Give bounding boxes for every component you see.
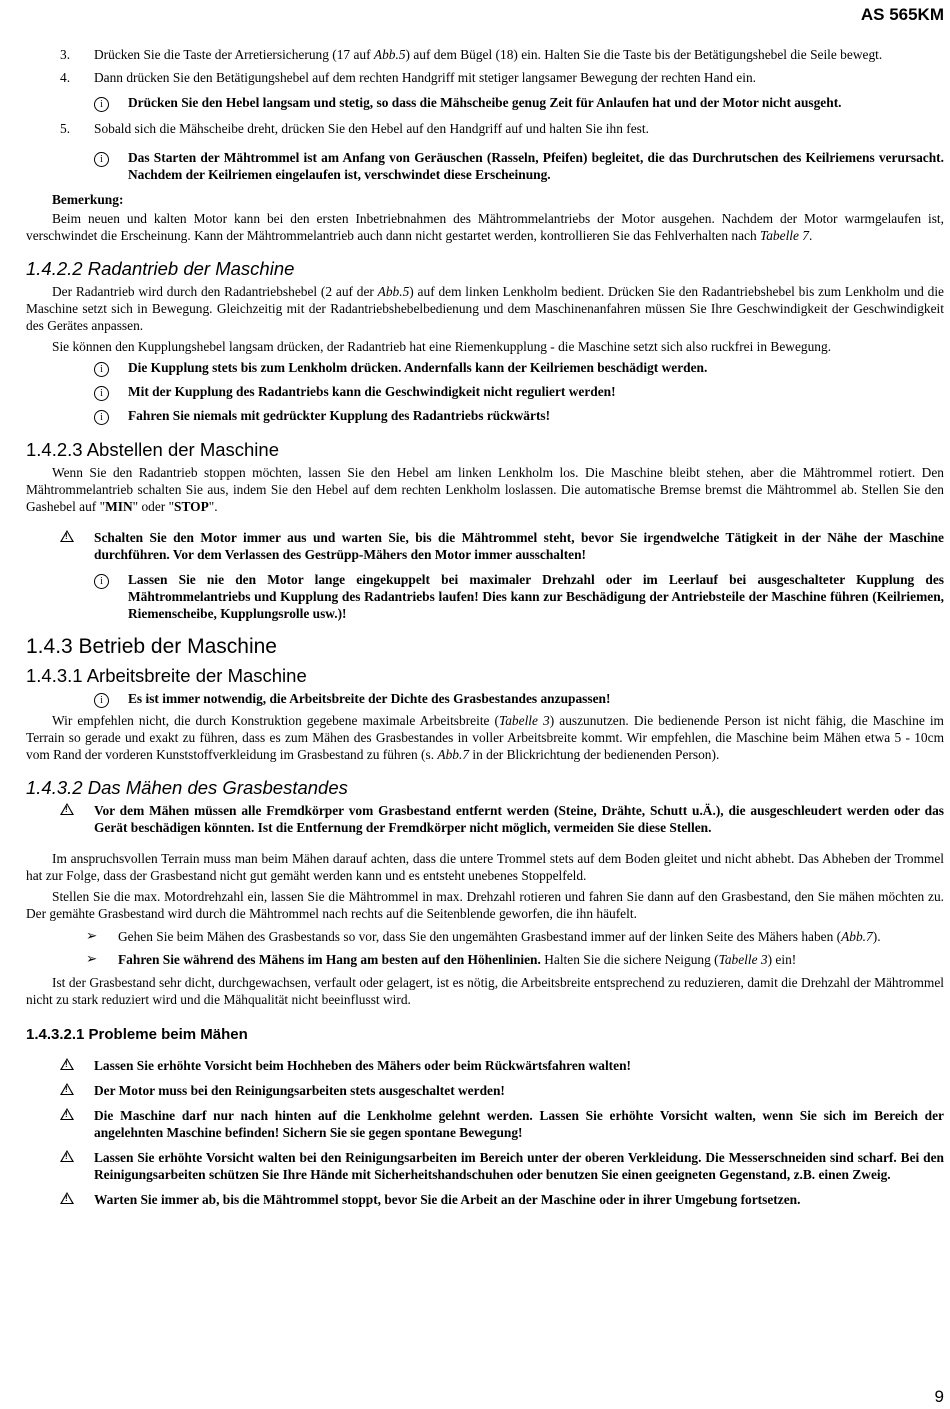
page-content <box>26 46 944 1216</box>
table-reference: Tabelle 3 <box>718 952 768 967</box>
chapter-heading: 1.4.3 Betrieb der Maschine <box>26 635 277 658</box>
info-note: i Das Starten der Mähtrommel ist am Anfang von Geräuschen (Rasseln, Pfeifen) begleitet, die das Durchrutschen des Keilriemens verursacht. Nachdem der Keilriemen eingelaufen ist, verschwindet diese Erscheinung. <box>94 149 944 183</box>
info-note: i Mit der Kupplung des Radantriebs kann die Geschwindigkeit nicht reguliert werden! <box>94 383 944 401</box>
paragraph: Der Radantrieb wird durch den Radantriebshebel (2 auf der Abb.5) auf dem linken Lenkholm bedient. Drücken Sie den Radantriebshebel bis zum Lenkholm und die Maschine setzt sich in Bewegung. Gleichzeitig mit der Radantriebshebelbedienung und dem Maschinenanfahren müssen Sie Ihre Geschwindigkeit der Geschwindigkeit des Gerätes anpassen. <box>26 284 945 333</box>
remark-text: Beim neuen und kalten Motor kann bei den ersten Inbetriebnahmen des Mähtrommelantriebs der Motor ausgehen. Nachdem der Motor warmgelaufen ist, verschwindet die Erscheinung. Kann der Mähtrommelantrieb auch dann nicht gestartet werden, kontrollieren Sie das Fehlverhalten nach Tabelle 7. <box>26 211 944 243</box>
figure-reference: Abb.5 <box>377 284 410 299</box>
paragraph: Ist der Grasbestand sehr dicht, durchgewachsen, verfault oder gelagert, ist es nötig, die Arbeitsbreite entsprechend zu reduzieren, damit die Drehzahl der Mähtrommel nicht zu stark reduziert wird und die Mähqualität nicht beeinflusst wird. <box>26 975 944 1007</box>
warning-note: ! Der Motor muss bei den Reinigungsarbeiten stets ausgeschaltet werden! <box>60 1082 944 1099</box>
remark-label: Bemerkung: <box>52 192 124 207</box>
warning-note: ! Die Maschine darf nur nach hinten auf die Lenkholme gelehnt werden. Lassen Sie erhöhte Vorsicht walten, wenn Sie sich im Bereich der angelehnten Maschine befinden! Sichern Sie sie gegen spontane Bewegung! <box>60 1107 944 1141</box>
info-note: i Drücken Sie den Hebel langsam und stetig, so dass die Mähscheibe genug Zeit für Anlaufen hat und der Motor nicht ausgeht. <box>94 94 944 112</box>
info-note: i Es ist immer notwendig, die Arbeitsbreite der Dichte des Grasbestandes anzupassen! <box>94 690 944 708</box>
warning-icon: ! <box>60 803 74 815</box>
warning-icon: ! <box>60 1108 74 1120</box>
page-number: 9 <box>934 1387 944 1406</box>
warning-note: ! Vor dem Mähen müssen alle Fremdkörper vom Grasbestand entfernt werden (Steine, Drähte, Schutt u.Ä.), die ausgeschleudert werden oder das Gerät beschädigen könnten. Ist die Entfernung der Fremdkörper nicht möglich, vermeiden Sie diese Stellen. <box>60 802 944 836</box>
step-3: 3. Drücken Sie die Taste der Arretiersicherung (17 auf Abb.5) auf dem Bügel (18) ein. Halten Sie die Taste bis der Betätigungshebel die Seile bewegt. <box>60 47 883 62</box>
warning-note: ! Lassen Sie erhöhte Vorsicht walten bei den Reinigungsarbeiten im Bereich unter der oberen Verkleidung. Die Messerschneiden sind scharf. Bei den Reinigungsarbeiten schützen Sie Ihre Hände mit Sicherheitshandschuhen oder benutzen Sie einen geeigneten Gegenstand, z.B. einen Zweig. <box>60 1149 944 1183</box>
info-icon: i <box>94 97 109 112</box>
figure-reference: Abb.5 <box>373 47 406 62</box>
warning-note: ! Schalten Sie den Motor immer aus und warten Sie, bis die Mähtrommel steht, bevor Sie irgendwelche Tätigkeit in der Nähe der Maschine durchführen. Vor dem Verlassen des Gestrüpp-Mähers den Motor immer ausschalten! <box>60 529 944 563</box>
info-icon: i <box>94 386 109 401</box>
paragraph: Wenn Sie den Radantrieb stoppen möchten, lassen Sie den Hebel am linken Lenkholm los. Die Maschine bleibt stehen, aber die Mähtrommel rotiert. Den Mähtrommelantrieb schalten Sie aus, indem Sie den Hebel auf dem rechten Lenkholm loslassen. Die automatische Bremse bremst die Mähtrommel ab. Stellen Sie den Gashebel auf "MIN" oder "STOP". <box>26 465 944 514</box>
warning-icon: ! <box>60 1192 74 1204</box>
step-number: 4. <box>60 70 71 85</box>
info-icon: i <box>94 693 109 708</box>
arrow-bullet-icon: ➢ <box>86 929 98 944</box>
info-icon: i <box>94 574 109 589</box>
table-reference: Tabelle 3 <box>499 713 550 728</box>
paragraph: Im anspruchsvollen Terrain muss man beim Mähen darauf achten, dass die untere Trommel stets auf dem Boden gleitet und nicht abhebt. Das Abheben der Trommel hat zur Folge, dass der Grasbestand nicht gut gemäht werden kann und es entsteht unebenes Stoppelfeld. <box>26 851 944 883</box>
warning-icon: ! <box>60 530 74 542</box>
info-icon: i <box>94 152 109 167</box>
info-note: i Lassen Sie nie den Motor lange eingekuppelt bei maximaler Drehzahl oder im Leerlauf bei ausgeschalteter Kupplung des Mähtrommelantriebs und Kupplung des Radantriebs laufen! Dies kann zur Beschädigung der Antriebsteile der Maschine führen (Keilriemen, Riemenscheibe, Kupplungsrolle usw.)! <box>94 571 944 622</box>
section-heading: 1.4.3.2 Das Mähen des Grasbestandes <box>26 777 348 798</box>
figure-reference: Abb.7 <box>437 747 470 762</box>
subsection-heading: 1.4.3.2.1 Probleme beim Mähen <box>26 1026 248 1043</box>
warning-icon: ! <box>60 1058 74 1070</box>
section-heading: 1.4.3.1 Arbeitsbreite der Maschine <box>26 665 307 686</box>
step-5: 5. Sobald sich die Mähscheibe dreht, drücken Sie den Hebel auf den Handgriff auf und halten Sie ihn fest. <box>60 121 649 136</box>
step-number: 5. <box>60 121 71 136</box>
info-icon: i <box>94 410 109 425</box>
step-4: 4. Dann drücken Sie den Betätigungshebel auf dem rechten Handgriff mit stetiger langsamer Bewegung der rechten Hand ein. <box>60 70 756 85</box>
info-icon: i <box>94 362 109 377</box>
info-note: i Die Kupplung stets bis zum Lenkholm drücken. Andernfalls kann der Keilriemen beschädigt werden. <box>94 359 944 377</box>
warning-icon: ! <box>60 1150 74 1162</box>
section-heading: 1.4.2.2 Radantrieb der Maschine <box>26 258 295 279</box>
step-number: 3. <box>60 47 71 62</box>
paragraph: Wir empfehlen nicht, die durch Konstruktion gegebene maximale Arbeitsbreite (Tabelle 3) auszunutzen. Die bedienende Person ist nicht fähig, die Maschine im Terrain so gerade und exakt zu führen, dass es zum Mähen des Grasbestandes in voller Arbeitsbreite kommt. Wir empfehlen, die Maschine beim Mähen etwa 5 - 10cm vom Rand der vorderen Kunststoffverkleidung im Grasbestand zu führen (s. Abb.7 in der Blickrichtung der bedienenden Person). <box>26 713 944 762</box>
arrow-bullet-icon: ➢ <box>86 952 98 967</box>
document-header-title: AS 565KM <box>860 5 944 24</box>
paragraph: Sie können den Kupplungshebel langsam drücken, der Radantrieb hat eine Riemenkupplung - die Maschine setzt sich also ruckfrei in Bewegung. <box>52 339 832 354</box>
warning-note: ! Lassen Sie erhöhte Vorsicht beim Hochheben des Mähers oder beim Rückwärtsfahren walten! <box>60 1057 944 1074</box>
warning-note: ! Warten Sie immer ab, bis die Mähtrommel stoppt, bevor Sie die Arbeit an der Maschine oder in ihrer Umgebung fortsetzen. <box>60 1191 944 1208</box>
info-note: i Fahren Sie niemals mit gedrückter Kupplung des Radantriebs rückwärts! <box>94 407 944 425</box>
bullet-item: ➢ Gehen Sie beim Mähen des Grasbestands so vor, dass Sie den ungemähten Grasbestand immer auf der linken Seite des Mähers haben (Abb.7). <box>86 929 881 944</box>
table-reference: Tabelle 7 <box>760 228 809 243</box>
figure-reference: Abb.7 <box>841 929 873 944</box>
bullet-item: ➢ Fahren Sie während des Mähens im Hang am besten auf den Höhenlinien. Halten Sie die sichere Neigung (Tabelle 3) ein! <box>86 952 797 967</box>
section-heading: 1.4.2.3 Abstellen der Maschine <box>26 439 279 460</box>
paragraph: Stellen Sie die max. Motordrehzahl ein, lassen Sie die Mähtrommel in max. Drehzahl rotieren und fahren Sie dann auf den Grasbestand, den Sie mähen möchten zu. Der gemähte Grasbestand wird durch die Mähtrommel nach rechts auf die Seitenblende geworfen, die ihn häufelt. <box>26 889 944 921</box>
warning-icon: ! <box>60 1083 74 1095</box>
